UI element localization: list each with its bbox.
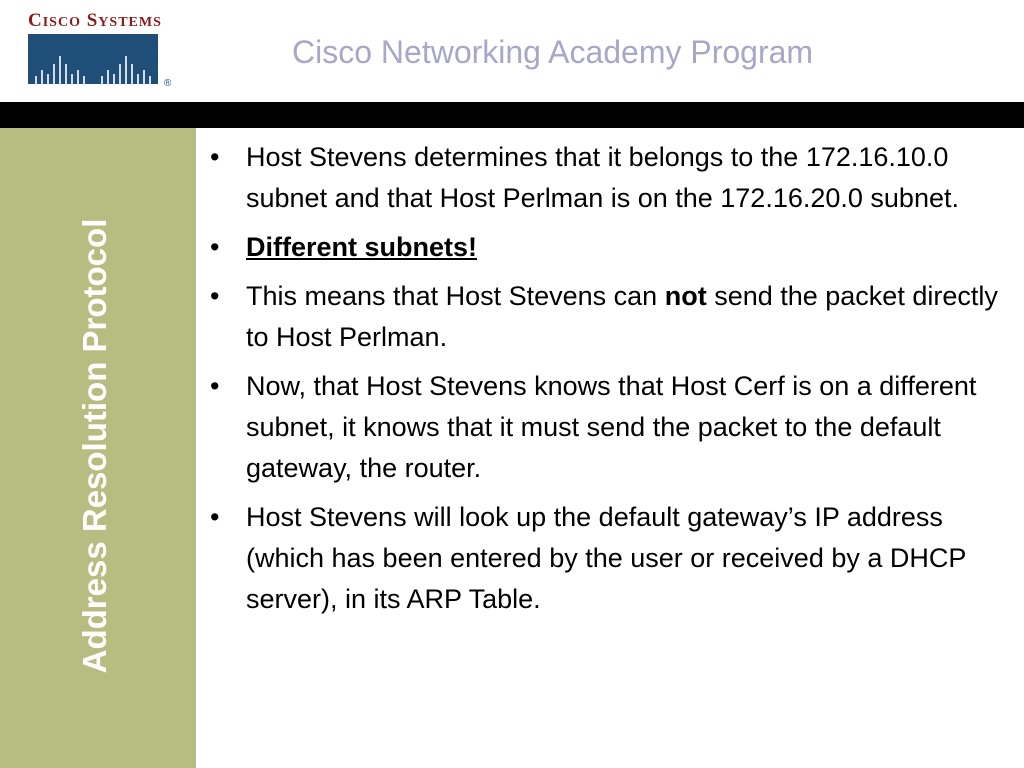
vertical-section-title: Address Resolution Protocol <box>76 218 113 674</box>
slide-header <box>0 0 1024 102</box>
bullet-text: This means that Host Stevens can <box>246 281 665 311</box>
cisco-systems-wordmark: CISCO SYSTEMS <box>28 10 162 31</box>
program-title: Cisco Networking Academy Program <box>292 34 814 70</box>
slide-content <box>210 137 1000 628</box>
bullet-text: Host Stevens determines that it belongs to the 172.16.10.0 subnet and that Host Perlman is on the 172.16.20.0 subnet. <box>246 142 959 213</box>
bullet-text: Now, that Host Stevens knows that Host Cerf is on a different subnet, it knows that it must send the packet to the default gateway, the router. <box>246 371 977 483</box>
bullet-item <box>210 276 1000 358</box>
bullet-text: Host Stevens will look up the default gateway’s IP address (which has been entered by the user or received by a DHCP server), in its ARP Table. <box>246 502 966 614</box>
bullet-item <box>210 227 1000 268</box>
bullet-text: send the packet directly to Host Perlman. <box>246 281 998 352</box>
bullet-dot: • <box>210 232 220 262</box>
bullet-dot: • <box>210 142 220 172</box>
bullet-dot: • <box>210 502 220 532</box>
cisco-logo <box>24 8 174 88</box>
bullet-item <box>210 137 1000 219</box>
cisco-bridge-icon <box>28 34 178 90</box>
bullet-bold-word: not <box>664 281 707 311</box>
bullet-dot: • <box>210 281 220 311</box>
bullet-text-emphasized: Different subnets! <box>246 232 478 262</box>
bullet-item <box>210 497 1000 620</box>
registered-mark: ® <box>164 78 172 89</box>
bullet-dot: • <box>210 371 220 401</box>
bullet-list <box>210 137 1000 620</box>
header-divider-bar <box>0 102 1024 128</box>
bullet-item <box>210 366 1000 489</box>
